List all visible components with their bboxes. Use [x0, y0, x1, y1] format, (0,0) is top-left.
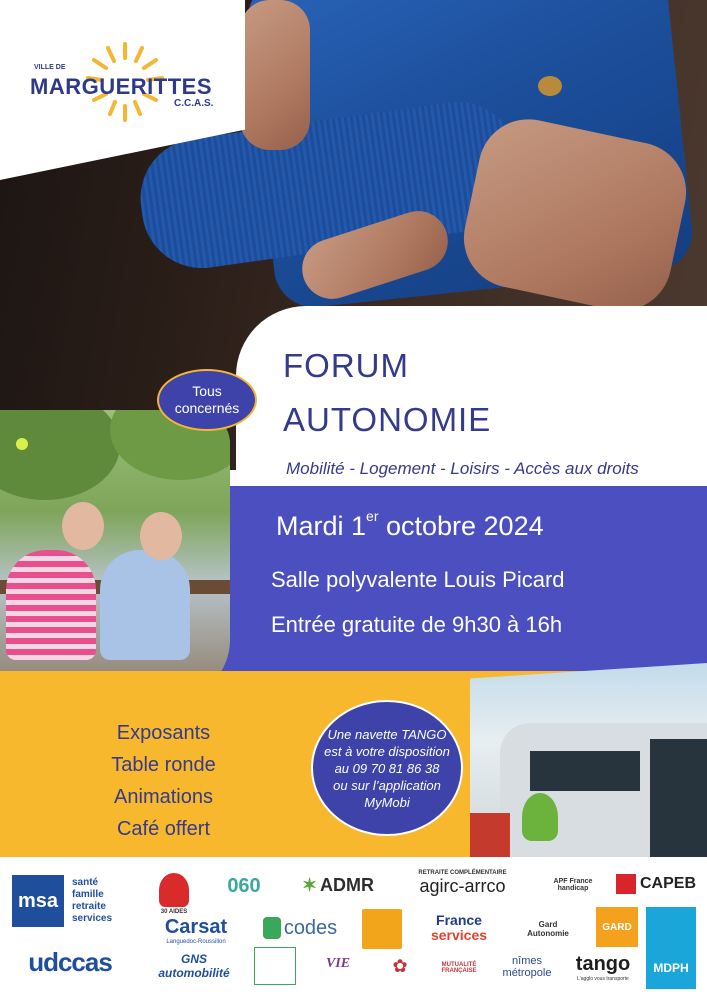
photo-person-left: [6, 550, 96, 660]
msa-label: santé: [72, 877, 99, 888]
capeb-label: CAPEB: [639, 875, 696, 892]
codes-mark-icon: [263, 917, 281, 939]
feature-item: Table ronde: [111, 754, 216, 776]
msa-label: famille: [72, 889, 104, 900]
page-subtitle: Mobilité - Logement - Loisirs - Accès aux droits: [286, 459, 639, 478]
feature-item: Café offert: [116, 818, 211, 840]
bus-biogaz-decal: [522, 793, 558, 841]
shuttle-line3: au 09 70 81 86 38: [334, 760, 440, 776]
helper-hand: [240, 0, 310, 150]
o60-logo: 060: [227, 874, 261, 897]
carsat-label: Carsat: [164, 915, 228, 938]
admr-logo: [293, 871, 383, 899]
partner-logos: [0, 857, 707, 1000]
france-services-line2: services: [430, 927, 488, 943]
event-venue: Salle polyvalente Louis Picard: [271, 567, 565, 592]
france-services-line1: France: [436, 912, 482, 928]
badge-text: [175, 383, 240, 417]
photo-person-right: [100, 550, 190, 660]
logo-ville-label: VILLE DE: [34, 64, 66, 71]
features-list: [76, 717, 251, 845]
aides-label: 30 AIDES: [160, 909, 188, 915]
agirc-top-label: RETRAITE COMPLÉMENTAIRE: [418, 869, 507, 876]
cardigan-button: [538, 76, 562, 96]
badge-line2: concernés: [174, 400, 240, 416]
admr-star-icon: ✶: [301, 874, 318, 895]
feature-item: Animations: [114, 786, 213, 808]
codes-logo: [260, 913, 340, 943]
shuttle-line2: est à votre disposition: [324, 743, 450, 759]
event-date: [276, 508, 544, 542]
seniors-photo: [0, 410, 230, 700]
udccas-logo: udccas: [28, 946, 112, 977]
mutualite-logo: MUTUALITÉ FRANÇAISE: [441, 962, 477, 974]
photo-head-right: [140, 512, 182, 560]
carsat-sub: Languedoc-Roussillon: [166, 938, 226, 945]
logo-town-name: MARGUERITTES: [30, 74, 212, 99]
shuttle-info-badge: [311, 700, 463, 836]
event-entry: Entrée gratuite de 9h30 à 16h: [271, 612, 563, 637]
event-date-suffix: octobre 2024: [378, 511, 544, 541]
apf-logo: APF France handicap: [553, 878, 593, 892]
bus-front-red: [470, 813, 510, 857]
bus-door: [650, 739, 707, 857]
vie-logo: VIE: [325, 956, 351, 971]
gard-logo: GARD: [596, 907, 638, 947]
capeb-mark-icon: [616, 874, 636, 894]
bus-window: [530, 751, 640, 791]
page-title-line2: AUTONOMIE: [283, 401, 492, 438]
aides-figure-icon: [159, 873, 189, 907]
msa-label: services: [72, 913, 113, 924]
gard-autonomie-logo: Gard Autonomie: [527, 920, 569, 938]
msa-mark-icon: msa: [12, 875, 64, 927]
capeb-logo: [614, 869, 698, 899]
badge-line1: Tous: [192, 383, 222, 399]
tous-concernes-badge: [157, 369, 257, 431]
msa-label: retraite: [72, 901, 106, 912]
tango-sub: L’agglo vous transporte: [577, 975, 629, 982]
tango-label: tango: [575, 952, 631, 975]
agirc-arrco-logo: [400, 865, 525, 901]
page-title-line1: FORUM: [283, 347, 409, 384]
photo-head-left: [62, 502, 104, 550]
france-services-logo: [426, 911, 492, 945]
codes-label: codes: [283, 916, 338, 939]
msa-labels: [72, 877, 112, 925]
event-date-sup: er: [366, 508, 379, 524]
bus-photo: [470, 663, 707, 857]
carsat-logo: [150, 913, 242, 947]
clairecour-logo-icon: [254, 947, 296, 985]
logo-ccas-label: C.C.A.S.: [174, 98, 214, 109]
photo-foliage: [0, 410, 120, 500]
shuttle-line5: MyMobi: [364, 794, 410, 810]
event-date-prefix: Mardi 1: [276, 511, 367, 541]
tango-logo: [568, 949, 638, 985]
nimes-metropole-logo: nîmes métropole: [502, 955, 552, 979]
msa-logo: [12, 873, 130, 929]
agirc-label: agirc-arrco: [419, 875, 506, 896]
shuttle-line1: Une navette TANGO: [327, 726, 447, 742]
feature-item: Exposants: [116, 722, 211, 744]
gns-logo: GNS automobilité: [158, 952, 230, 980]
shuttle-text: [324, 726, 450, 811]
flower-logo-icon: ✿: [392, 955, 408, 976]
tennis-ball-icon: [16, 438, 28, 450]
shuttle-line4: ou sur l’application: [333, 777, 441, 793]
admr-label: ADMR: [320, 874, 375, 895]
mdph-logo: MDPH: [646, 907, 696, 989]
escale-logo-icon: [362, 909, 402, 949]
